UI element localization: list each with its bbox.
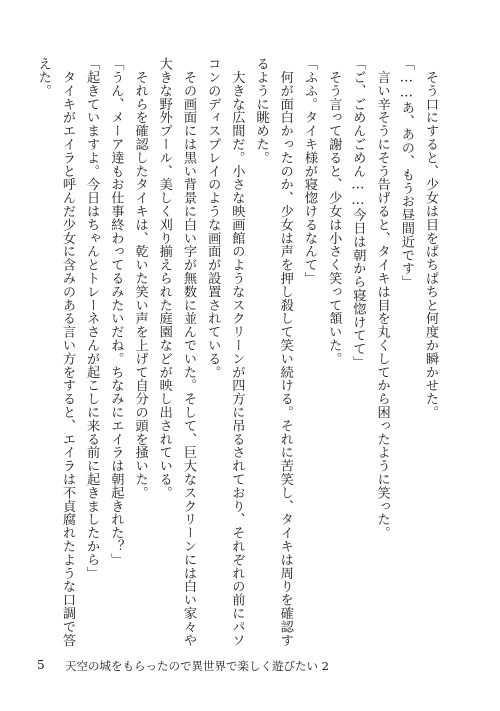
body-line-10: コンのディスプレイのような画面が設置されている。: [205, 57, 221, 379]
body-line-13: それらを確認したタイキは、乾いた笑い声を上げて自分の頭を掻いた。: [132, 57, 148, 500]
page-number: 5: [37, 658, 45, 672]
running-title: 天空の城をもらったので異世界で楽しく遊びたい 2: [65, 659, 329, 673]
page-body-text: [35, 57, 442, 647]
body-line-7: 何が面白かったのか、少女は声を押し殺して笑い続ける。それに苦笑し、タイキは周りを確認す: [277, 57, 293, 647]
body-line-4: 「ご、ごめんごめん……今日は朝から寝惚けてて」: [350, 57, 366, 369]
body-line-15: 「起きていますよ。今日はちゃんとトレーネさんが起こしに来る前に起きましたから」: [84, 57, 100, 580]
body-line-17: えた。: [35, 57, 51, 98]
body-line-14: 「うん、メーア達もお仕事終わってるみたいだね。ちなみにエイラは朝起きれた？」: [108, 57, 124, 567]
body-line-6: 「ふふ。タイキ様が寝惚けるなんて」: [301, 57, 317, 285]
body-line-12: 大きな野外プール、美しく刈り揃えられた庭園などが映し出されている。: [156, 57, 172, 500]
page-footer: [37, 658, 457, 676]
body-line-9: 大きな広間だ。小さな映画館のようなスクリーンが四方に吊るされており、それぞれの前にパソ: [229, 57, 245, 647]
body-line-16: タイキがエイラと呼んだ少女に含みのある言い方をすると、エイラは不貞腐れたような口調で答: [59, 57, 75, 647]
body-line-5: そう言って謝ると、少女は小さく笑って頷いた。: [326, 57, 342, 366]
body-line-1: そう口にすると、少女は目をぱちぱちと何度か瞬かせた。: [423, 57, 438, 419]
body-line-3: 言い辛そうにそう告げると、タイキは目を丸くしてから困ったように笑った。: [374, 57, 390, 540]
body-line-2: 「……あ、あの、もうお昼間近です」: [398, 57, 414, 289]
body-line-11: その画面には黒い背景に白い字が無数に並んでいた。そして、巨大なスクリーンには白い家々や: [180, 57, 196, 647]
body-line-8: るように眺めた。: [253, 57, 269, 165]
